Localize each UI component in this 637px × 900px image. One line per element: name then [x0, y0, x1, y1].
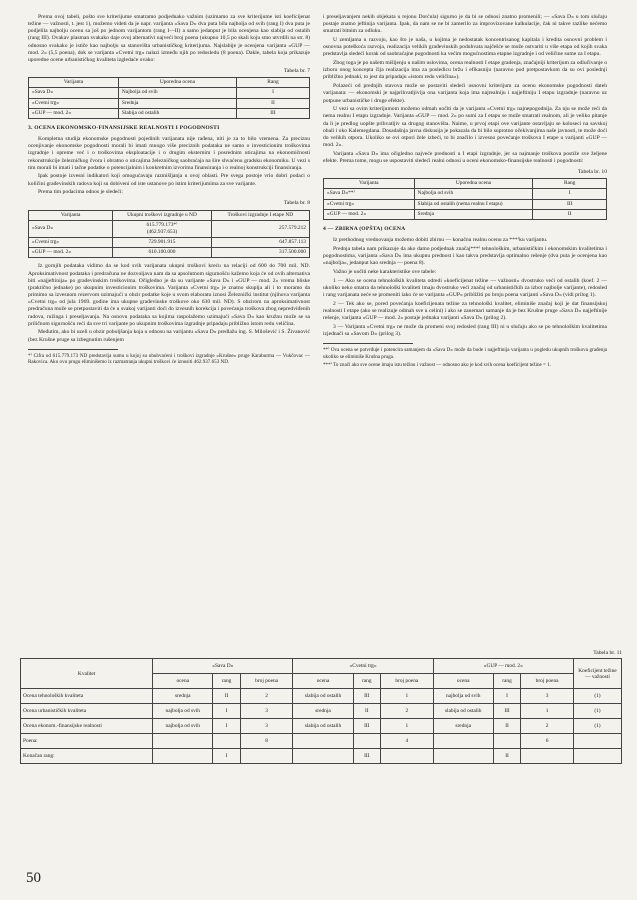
table-row — [29, 88, 310, 98]
table-cell — [113, 220, 211, 237]
table-row — [29, 238, 310, 248]
table-7 — [28, 77, 310, 119]
table-subheader: ocena — [153, 674, 213, 689]
table-header: Koeficijent težine — važnosti — [573, 659, 621, 689]
table-cell: Slabija od ostalih — [118, 108, 236, 118]
table-subheader: rang — [353, 674, 381, 689]
cell-value: 615.779.173*⁾ — [146, 221, 178, 228]
table-cell: III — [493, 704, 521, 719]
table-cell: I — [213, 704, 241, 719]
paragraph: Varijanta »Sava D« ima očigledno najveće prednosti u I etapi izgradnje, jer sa najmanje troškova postiže sve željene efekte. Prema tome, mogu se uspostaviti sledeći realni odnosi u oceni ekonomsko-finansijske realnosti i pogodnosti: — [323, 150, 607, 164]
table-header: Troškovi izgradnje I etape ND — [211, 210, 309, 220]
table-cell: 647.857.113 — [211, 238, 309, 248]
paragraph: Međutim, ako bi uzeli u obzir poboljšanja koja u odnosu na varijantu »Sava D« predlažu ing. S. Milošević i S. Živanović (bez Krušne pruge sa izbegnutim rušenjem — [28, 329, 310, 343]
table-cell: 2 — [381, 704, 434, 719]
table-cell: 2 — [240, 689, 293, 704]
table-cell: Ocena urbanističkih kvaliteta — [21, 704, 153, 719]
table-cell: III — [353, 689, 381, 704]
table-header: Uporedna ocena — [118, 78, 236, 88]
table-cell: II — [533, 209, 607, 219]
paragraph: Prema tim podacima odnos je sledeći: — [38, 189, 123, 196]
footnote: *⁾ Cifra od 615.779.173 ND predstavlja sumu u kojoj su obuhvaćeni i troškovi izgradnje »Krušne« pruge Karaburma — Vukčovac — Rakovica. Ako ovu prugu eliminišemo iz razmatranja ukupni troškovi će iznositi 462.937.653 ND. — [28, 352, 310, 366]
table-cell: najbolja od svih — [153, 704, 213, 719]
table-cell: »GUP — mod. 2« — [29, 248, 113, 258]
table-cell: Srednja — [118, 98, 236, 108]
paragraph: U vezi sa ovim kriterijumom možemo odmah uočiti da je varijanta »Cvetni trg« najnepogodnija. Za nju se može reći da nema realnu I etapu izgradnje. Varijanta »GUP — mod. 2« po sumi za I etapu se može smatrati realnom, ali je veliko pitanje da li je predlog uopšte prihvatljiv sa drugog stanovišta. Naime, u prvoj etapi ove varijante ostavljaju se koloseci na savskoj obali i oko Kalemegdana. Dosadašnja javna diskusija je pokazala da bi bilo suprotno očekivanjima naše javnosti, te može doći do velikih otpora. Ukoliko se ovi otpori žele izbeći, to bi značilo i izvesno povećanje troškova I etape u varijanti »GUP — mod. 2«. — [323, 106, 607, 149]
table-cell: Poena: — [21, 734, 153, 749]
table-row — [324, 199, 607, 209]
table-cell: III — [353, 719, 381, 734]
table-subheader: broj poena — [240, 674, 293, 689]
table-row — [21, 689, 622, 704]
table-cell: I — [493, 689, 521, 704]
table-cell: I — [236, 88, 309, 98]
table-header: Kvalitet — [21, 659, 153, 689]
table-cell: »Sava D« — [29, 220, 113, 237]
table-cell: I — [213, 719, 241, 734]
table-subheader: ocena — [433, 674, 493, 689]
table-cell: Ocena tehnoloških kvaliteta — [21, 689, 153, 704]
table-cell: (1) — [573, 704, 621, 719]
table-11-caption: Tabela br. 11 — [593, 650, 622, 656]
table-10-caption: Tabela br. 10 — [578, 169, 607, 176]
paragraph: Prednja tabela nam prikazuje da ako damo podjednak značaj***⁾ tehnološkim, urbanističkim i ekonomskim kvalitetima i pogodnostima, varijanta »Sava D« ima ukupnu prednost i kao takva predstavlja optimalno rešenje (dva puta je ocenjena kao »najbolja«, jedanput kao srednja — poena 8). — [323, 245, 607, 267]
table-header: »Sava D« — [153, 659, 293, 674]
table-cell: Slabija od ostalih (nema realnu I etapu) — [414, 199, 533, 209]
footnote-rule — [323, 343, 413, 344]
table-cell: 2 — [521, 719, 574, 734]
table-cell: II — [236, 98, 309, 108]
table-row — [324, 189, 607, 199]
table-cell: »GUP — mod. 2« — [29, 108, 119, 118]
table-row — [29, 98, 310, 108]
paragraph: 2 — Tek ako se, pored povećanja koeficijenata težine za tehnološki kvalitet, eliminiše značaj koji je dat finansijskoj realnosti I etape (ako se realizuje odmah sve u celini) i ako se zanemari samanje da je bez Krušne pruge »Sava D« najjeftinije rešenje, varijanta »GUP — mod. 2« postaje jednaka varijanti »Sava D« (prilog 2). — [323, 300, 607, 321]
table-cell: slabija od ostalih — [433, 704, 493, 719]
footnote: ***⁾ To znači ako sve ocene imaju istu težinu i važnost — odnosno ako je kod svih ocena koeficijent težine = 1. — [323, 361, 552, 368]
paragraph: Zbog toga je po našem mišljenju u našim uslovima, ocena realnosti I etape gradenja, značajniji kriterijum za odlučivanje o izboru onog koncepta čija realizacija ima za posledicu bržu i efikasniju (naravno pod pretpostavkom da su ovi poslednji približno jednaki, to jest da pripadaju »istom redu veličina«). — [323, 60, 608, 81]
section-heading: 4 — ZBIRNA (OPŠTA) OCENA — [323, 225, 406, 232]
table-cell: (1) — [573, 689, 621, 704]
paragraph: Iz prethodnog vrednovanja možemo dobiti zbirnu — konačnu realnu ocenu za ***⁾ku varijantu. — [333, 237, 548, 244]
table-cell: III — [533, 199, 607, 209]
cell-subvalue: (462.937.653) — [146, 228, 178, 235]
table-cell: 3 — [521, 689, 574, 704]
right-column — [323, 14, 607, 370]
table-cell: »Cvetni trg« — [29, 98, 119, 108]
table-subheader: rang — [213, 674, 241, 689]
footnote-rule — [28, 349, 118, 350]
paragraph: 1 — Ako se ocena tehnoloških kvaliteta odredi »koeficijenat težine — važnosti« dvostruko veći od ostalih (koef. 2 — ukoliko neko smatra da tehnološki kvaliteti imaju dvostruko veći značaj od urbanističkih za izbor najbolje varijante), redosled i rang varijanata neće se promeniti iako će se varijanta »GUP« približiti po broju poena varijanti »Sava D« (vidi prilog 1). — [323, 277, 607, 298]
left-column — [28, 14, 310, 367]
table-cell: II — [213, 689, 241, 704]
table-row — [21, 704, 622, 719]
table-cell: srednja — [153, 689, 213, 704]
table-cell: II — [493, 719, 521, 734]
table-8 — [28, 210, 310, 259]
table-cell: 1 — [381, 719, 434, 734]
table-cell: »GUP — mod. 2« — [324, 209, 415, 219]
table-header: Varijanta — [29, 78, 119, 88]
table-cell: slabija od ostalih — [293, 719, 353, 734]
table-7-caption: Tabela br. 7 — [283, 68, 310, 75]
table-cell: I — [213, 749, 241, 764]
table-cell: 317.500.000 — [211, 248, 309, 258]
table-header: Ukupni troškovi izgradnje u ND — [113, 210, 211, 220]
section-heading: 3. OCENA EKONOMSKO-FINANSIJSKE REALNOSTI I POGODNOSTI — [28, 124, 220, 131]
table-cell: 3 — [240, 704, 293, 719]
table-cell: srednja — [433, 719, 493, 734]
paragraph: Kompletna studija ekonomske pogodnosti pojedinih varijanata nije rađena, niti je za to bilo vremena. Za preciznu ocenjivanje ekonomske pogodnosti morali bi imati mnogo više preciznih podataka ne samo o investicionim troškovima izgradnje i opreme već i o troškovima eksploatacije i o drugim eksternim i posrednim uticajima na ekonomičnosti rekonstrukcije železničkog čvora i obratno o uticajima železničkog saobraćaja na šire shvaćenu gradsku ekonomiku. U vezi s tim morali bi imati i tačne podatke o potencijalnim i konkretnim izvorima finansiranja i o realnoj konstrukciji finansiranja. — [28, 136, 310, 171]
table-cell: slabija od ostalih — [293, 689, 353, 704]
footnote: **⁾ Ova ocena se potvrđuje i potencira samanjem da »Sava D« može da bude i najjeftinija varijanta u pogledu ukupnih troškova građenja ukoliko se eliminiše Krušna pruga. — [323, 347, 607, 360]
table-cell: Srednja — [414, 209, 533, 219]
table-header: »GUP — mod. 2« — [433, 659, 573, 674]
paragraph: i preseljavanjem nekih objekata u rejonu Dorćula) sigurno je da bi se odnosi znatno promenili; — »Sava D« u tom slučaju postaje znatno jeftinija varijanta. Ipak, da nam se ne bi zamerilo za improvizovane kalkulacije, čak ni takve razlike nećemo smatrati bitnim za odluku. — [323, 14, 607, 35]
table-cell: I — [533, 189, 607, 199]
table-row — [29, 108, 310, 118]
table-cell: »Sava D« — [29, 88, 119, 98]
page-number: 50 — [26, 870, 41, 886]
table-header: »Cvetni trg« — [293, 659, 433, 674]
table-row — [29, 248, 310, 258]
table-subheader: rang — [493, 674, 521, 689]
paragraph: Polazeći od prednjih stavova može se postaviti sledeći osnovni kriterijum za ocenu ekonomske pogodnosti dateh varijanata: — ekonomski je najprihvatljivija ona varijanta koja ima najrealniju i najjeftiniju I etapu izgradnje (naravno uz potpune urbanističke i druge efekte). — [323, 83, 607, 104]
paragraph: Prema ovoj tabeli, pošto sve kriterijume smatramo podjednako važnim (uzimamo za sve kriterijume isti koeficijenat težine — važnosti, t. jest 1), možemo videti da je napr. varijanta »Sava D« dva puta bila najbolja od svih (rang I) dva puta je podjelila najbolju ocenu sa još po jednom varijantom (rang I—II) a samo jedanput je bila ocenjena kao slabija od ostalih (rang III). Ovakav plasman svakako daje ovoj alternativi najveći broj poena (ukupno 10,5 po skali koju smo utvrdili na str. 8) odnosno svakako je ističe kao najbolju sa stanovišta urbanističkog kriterijuma. Najslabije je ocenjena varijanta »GUP — mod. 2« (5,5 poena), dok se varijanta »Cvetni trg« nalazi između njih po redosledu (8 poena). Dakle, tabela koja prikazuje uporedne ocene urbanističkog kvaliteta izgledaće ovako: — [28, 14, 310, 63]
table-cell: 8 — [240, 734, 293, 749]
table-cell: »Cvetni trg« — [29, 238, 113, 248]
table-row — [21, 719, 622, 734]
table-cell: »Sava D«**⁾ — [324, 189, 415, 199]
paragraph: Važno je uočiti neke karakteristike ove tabele: — [333, 268, 437, 275]
table-subheader: broj poena — [521, 674, 574, 689]
table-cell: Najbolja od svih — [414, 189, 533, 199]
table-header: Rang — [533, 179, 607, 189]
table-cell: (1) — [573, 719, 621, 734]
table-cell: II — [353, 704, 381, 719]
paragraph: Ipak postoje izvesni indikatori koji omogućavaju razmišljanja u ovoj oblasti. Pre svega postoje vrlo dobri podaci o količini građevinskih radova koji su dobiveni od iste ustanove po istim kriterijumima za sve varijante. — [28, 173, 310, 187]
table-cell: srednja — [293, 704, 353, 719]
table-cell: 257.579.212 — [211, 220, 309, 237]
table-11 — [20, 658, 622, 764]
table-cell: 1 — [521, 704, 574, 719]
table-cell: II — [493, 749, 521, 764]
table-row-poena — [21, 734, 622, 749]
paragraph: 3 — Varijanta »Cvetni trg« ne može da promeni svoj redosled (rang III) ni u slučaju ako se po tehnološkim kvalitetima izjednači sa »Savom D« (prilog 3). — [323, 323, 607, 337]
table-cell: III — [353, 749, 381, 764]
table-10 — [323, 178, 607, 220]
table-cell: najbolja od svih — [433, 689, 493, 704]
table-row — [29, 220, 310, 237]
table-row — [324, 209, 607, 219]
table-subheader: ocena — [293, 674, 353, 689]
table-cell: 610.100.000 — [113, 248, 211, 258]
table-row-konacan-rang — [21, 749, 622, 764]
table-cell: Najbolja od svih — [118, 88, 236, 98]
table-cell: Konačan rang: — [21, 749, 153, 764]
table-cell: 3 — [240, 719, 293, 734]
table-cell: »Cvetni trg« — [324, 199, 415, 209]
table-cell: III — [236, 108, 309, 118]
paragraph: Iz gornjih podataka vidimo da se kod svih varijanata ukupni troškovi kreću na relaciji od 600 do 700 mil. ND. Aproksimativnost podataka i predračuna ne dozvoljava nam da sa apsolutnom sigurnošću kažemo koja će od ovih alternativa biti »najjeftinija« po građevinskim troškovima. Očigledno je da su varijante »Sava D« i »GUP — mod. 2« vrema bliske (praktično jednake) po ukupnim investicionim troškovima. Varijanta »Cvetni trg« je znatno skuplja ali i to moramo da primimo sa izvesnom rezervom uzimajući u obzir podatke koje u svom elaboratu iznosi Železnički institut (njihova varijanta »Cvetni trg« od jula 1969. godine ima ukupne građevinske troškove oko 630 mil. ND). S obzirom na aproksimativnost predračuna može se pretpostaviti da će u svakoj varijanti doći do izvesnih korekcija i povećanja troškova zbog nepredviđenih radova, ružinga i preseljavanja. Na osnovu podataka sa kojima raspolažemo uzimajući »Sava D« kao kružnu može se sa priličnom sigurnošću reći da sve tri varijante po ukupnim troškovima izgradnje pripadaju približno istom redu veličina. — [28, 263, 310, 327]
table-header: Varijanta — [324, 179, 415, 189]
table-8-caption: Tabela br. 8 — [283, 200, 310, 207]
table-header: Uporedna ocena — [414, 179, 533, 189]
paragraph: U zemljama u razvoju, kao što je naša, u kojima je nedostatak koncentrisanog kapitala i kredita osnovni problem i osnovna potešk​oća razvoja, realizacija velikih građevinskih poduhvata najčešće se može ostvariti u više etapa od kojih svaka predstavlja sledeći korak od saobraćajne pogodnosti ka većim mogućnostima etapne izgradnje i od veličine sume za I etapu. — [323, 37, 607, 58]
table-cell: 1 — [381, 689, 434, 704]
table-cell: 729.901.915 — [113, 238, 211, 248]
table-cell: 4 — [381, 734, 434, 749]
table-header: Varijanta — [29, 210, 113, 220]
table-subheader: broj poena — [381, 674, 434, 689]
table-11-block — [20, 650, 622, 769]
table-cell: Ocena ekonom.-finansijske realnosti — [21, 719, 153, 734]
table-cell: najbolja od svih — [153, 719, 213, 734]
table-header: Rang — [236, 78, 309, 88]
table-cell: 6 — [521, 734, 574, 749]
